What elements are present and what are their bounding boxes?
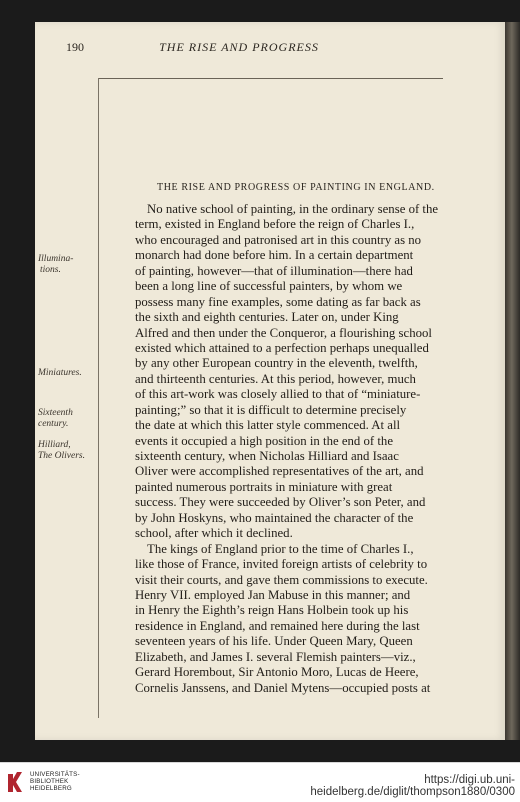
- text-line: painting;” so that it is difficult to determine precisely: [135, 402, 407, 417]
- text-line: The kings of England prior to the time of Charles I.,: [147, 541, 414, 556]
- text-line: Cornelis Janssens, and Daniel Mytens—occupied posts at: [135, 680, 431, 695]
- text-line: Alfred and then under the Conqueror, a flourishing school: [135, 325, 432, 340]
- text-line: like those of France, invited foreign artists of celebrity to: [135, 557, 428, 572]
- text-line: events it occupied a high position in the end of the: [135, 433, 394, 448]
- text-line: been a long line of successful painters, by whom we: [135, 279, 403, 294]
- text-line: Oliver were accomplished representatives of the art, and: [135, 464, 424, 479]
- running-title: THE RISE AND PROGRESS: [159, 40, 319, 54]
- margin-note-miniatures: Miniatures.: [38, 368, 82, 378]
- text-line: and thirteenth centuries. At this period, however, much: [135, 371, 416, 386]
- page-header: [38, 40, 440, 58]
- body-text: [135, 202, 458, 696]
- margin-note-sixteenth-century: Sixteenth century.: [38, 408, 73, 429]
- text-line: in Henry the Eighth’s reign Hans Holbein took up his: [135, 603, 409, 618]
- text-line: by John Hoskyns, who maintained the character of the: [135, 510, 414, 525]
- page-number: 190: [66, 40, 84, 54]
- library-name: UNIVERSITÄTS- BIBLIOTHEK HEIDELBERG: [30, 771, 80, 792]
- text-line: Gerard Horembout, Sir Antonio Moro, Lucas de Heere,: [135, 665, 419, 680]
- text-line: Elizabeth, and James I. several Flemish painters—viz.,: [135, 649, 416, 664]
- text-line: painted numerous portraits in miniature with great: [135, 479, 393, 494]
- text-line: Henry VII. employed Jan Mabuse in this manner; and: [135, 587, 411, 602]
- page-url-link[interactable]: https://digi.ub.uni-heidelberg.de/diglit/thompson1880/0300: [310, 774, 515, 798]
- text-line: residence in England, and remained here during the last: [135, 618, 420, 633]
- text-line: the sixth and eighth centuries. Later on, under King: [135, 310, 399, 325]
- text-line: seventeen years of his life. Under Queen Mary, Queen: [135, 634, 413, 649]
- margin-note-illuminations: Illumina- tions.: [38, 254, 74, 275]
- text-line: monarch had done before him. In a certain department: [135, 248, 414, 263]
- text-line: success. They were succeeded by Oliver’s son Peter, and: [135, 495, 426, 510]
- header-rule: [98, 78, 443, 79]
- text-line: existed which attained to a perfection perhaps unequalled: [135, 340, 429, 355]
- margin-note-hilliard-olivers: Hilliard, The Olivers.: [38, 440, 85, 461]
- text-line: who encouraged and patronised art in this country as no: [135, 232, 422, 247]
- section-title: THE RISE AND PROGRESS OF PAINTING IN ENGLAND.: [157, 182, 435, 193]
- viewer-footer: [0, 762, 520, 802]
- text-line: No native school of painting, in the ordinary sense of the: [147, 202, 439, 216]
- text-line: sixteenth century, when Nicholas Hilliard and Isaac: [135, 449, 399, 463]
- paragraph-2: [135, 542, 458, 696]
- text-line: possess many fine examples, some dating as far back as: [135, 294, 421, 309]
- text-line: term, existed in England before the reign of Charles I.,: [135, 217, 415, 232]
- margin-rule: [98, 78, 99, 718]
- text-line: the date at which this latter style commenced. At all: [135, 418, 401, 433]
- text-line: school, after which it declined.: [135, 526, 293, 541]
- text-line: visit their courts, and gave them commissions to execute.: [135, 572, 428, 587]
- text-line: of this art-work was closely allied to that of “miniature-: [135, 387, 421, 402]
- text-line: of painting, however—that of illumination—there had: [135, 263, 413, 278]
- text-line: by any other European country in the eleventh, twelfth,: [135, 356, 418, 371]
- university-library-logo-icon: [5, 770, 25, 794]
- page-edge: [505, 22, 520, 740]
- paragraph-1: [135, 202, 458, 542]
